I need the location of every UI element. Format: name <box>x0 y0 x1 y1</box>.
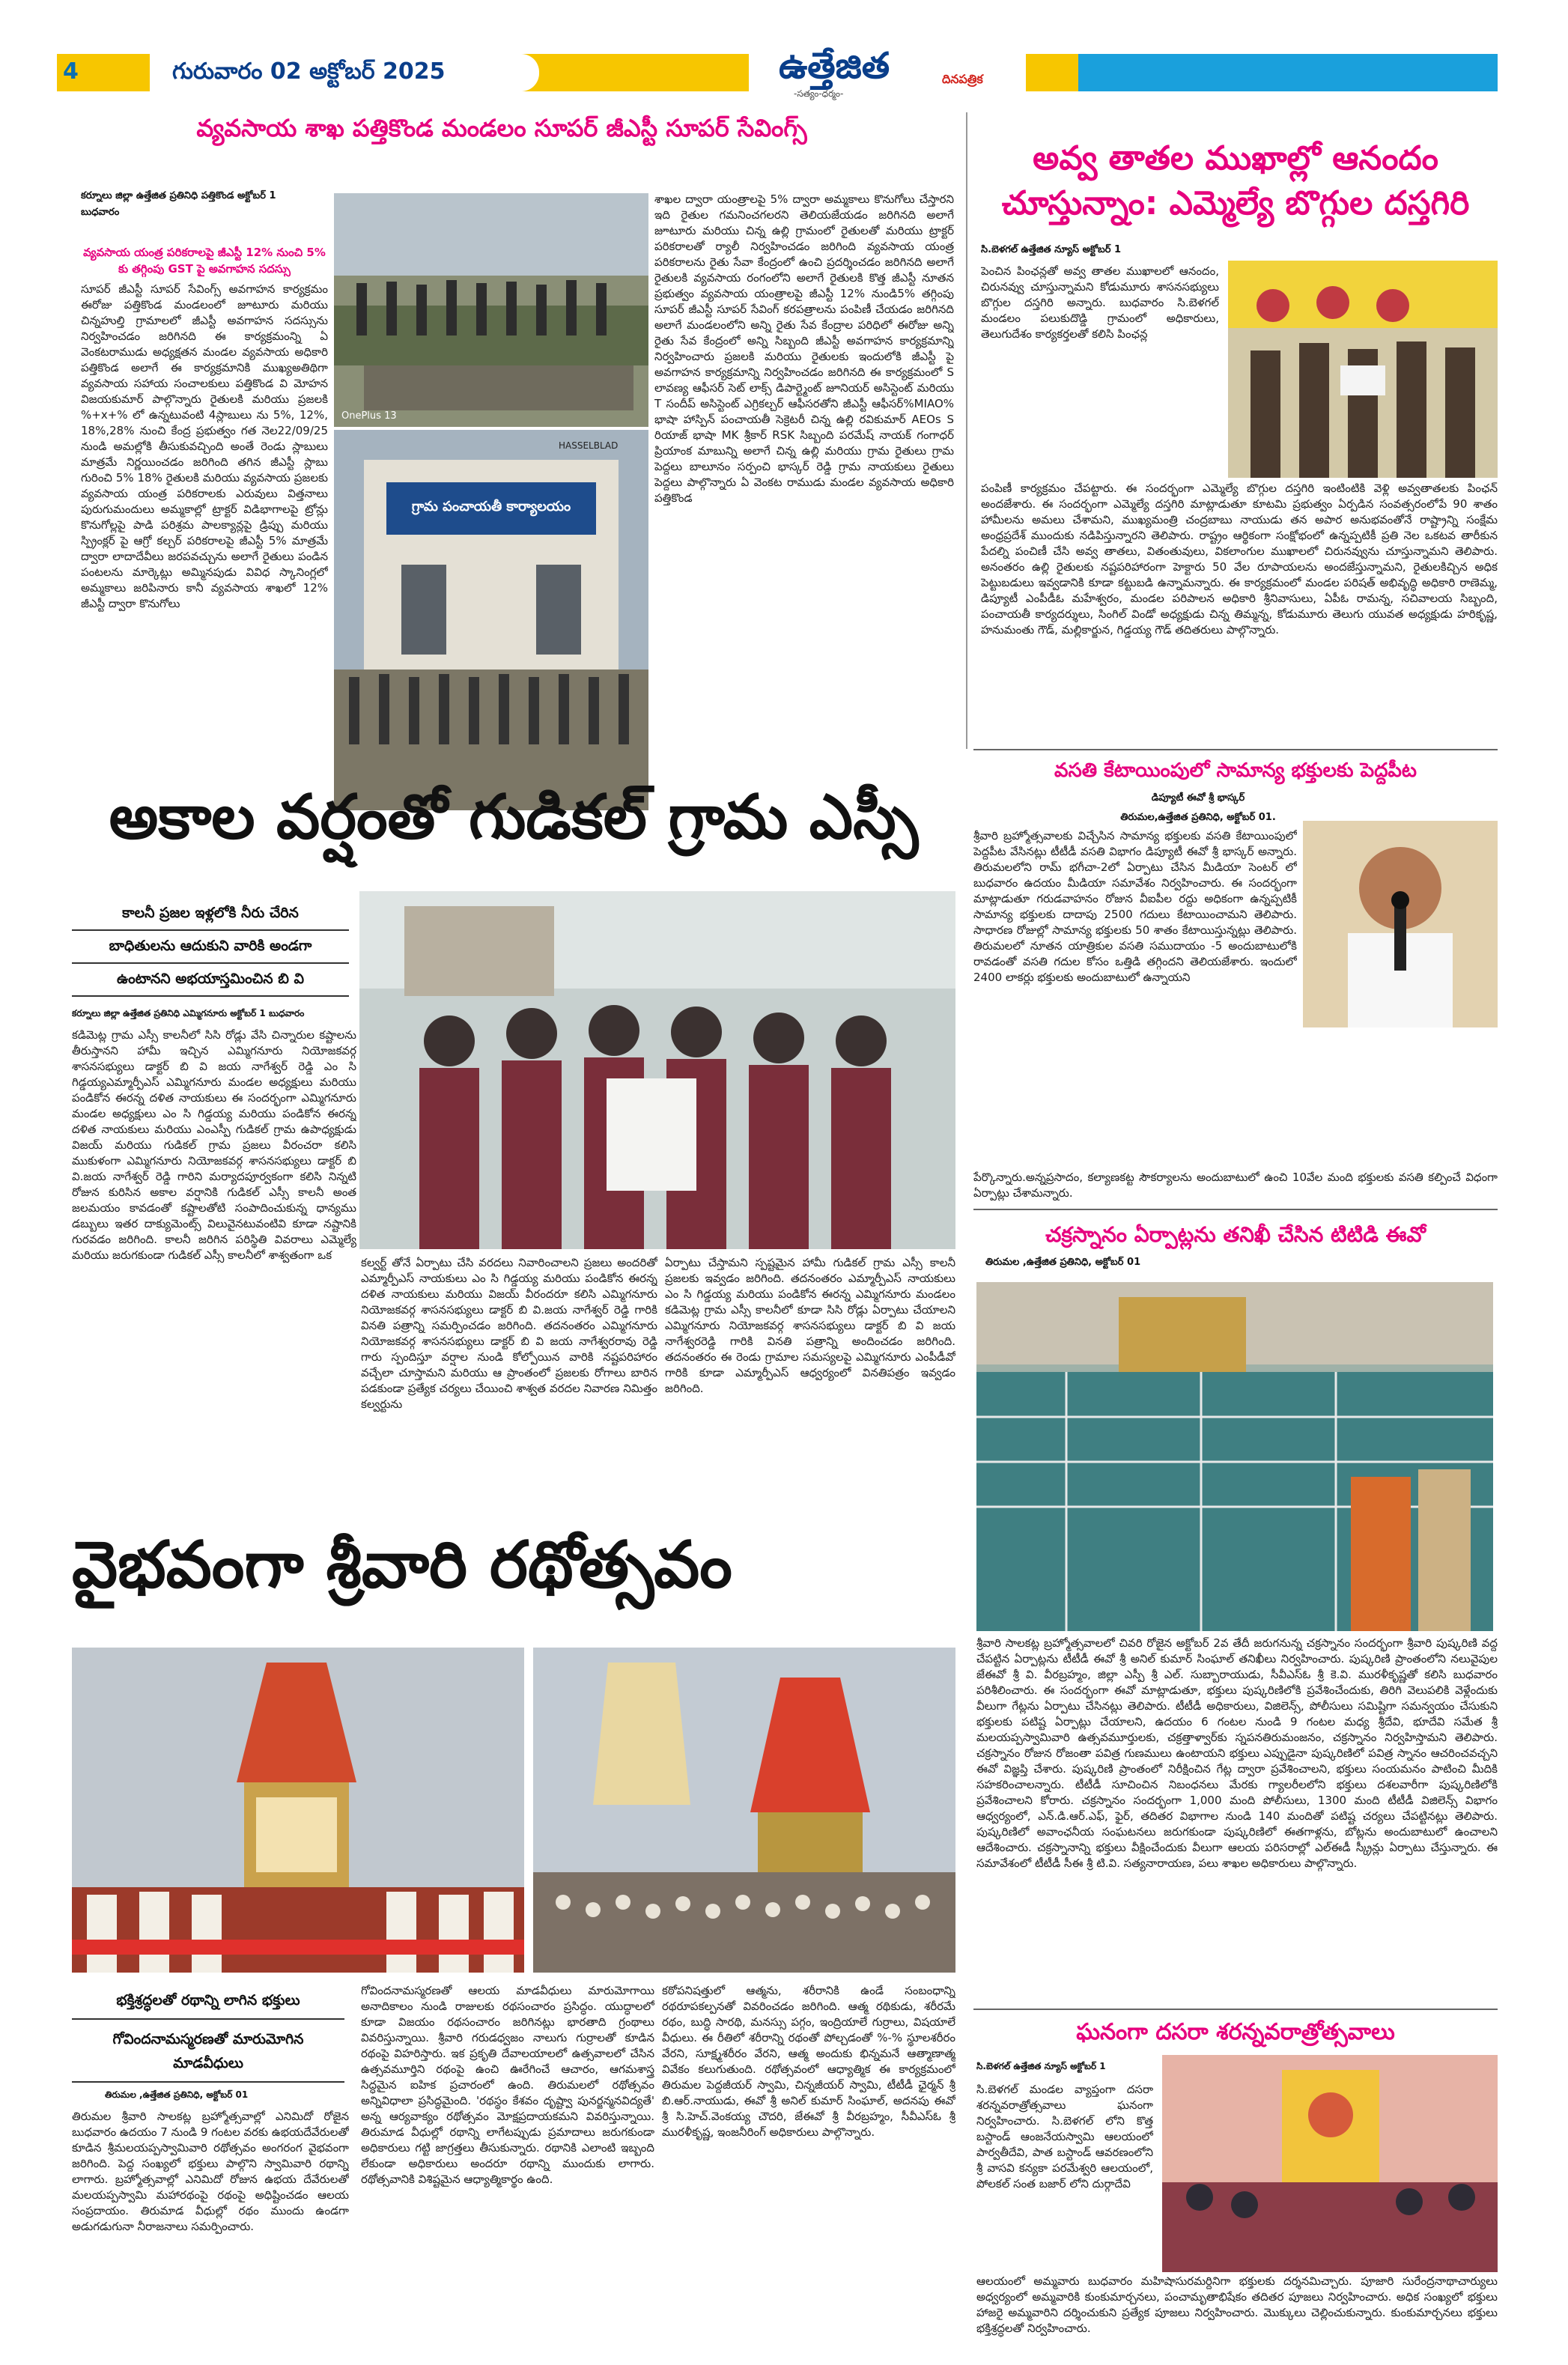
story4-headline: అకాల వర్షంతో గుడికల్ గ్రామ ఎస్సీ <box>109 782 919 853</box>
story7-text-left: సి.బెళగల్ మండల వ్యాప్తంగా దసరా శరన్నవరాత్రోత్సవాలు ఘనంగా నిర్వహించారు. సి.బెళగల్ లోని కొత్త బస్టాండ్ ఆంజనేయస్వామి ఆలయంలో పార్వతీదేవి, పాత బస్టాండ్ ఆవరణంలోని శ్రీ వాసవి కన్యకా పరమేశ్వరి ఆలయంలో, పోలకల్ సంత బజార్ లోని దుర్గాదేవి <box>976 2083 1153 2191</box>
story3-dateline: తిరుమల,ఉత్తేజిత ప్రతినిధి, అక్టోబర్ 01. <box>1120 812 1276 823</box>
story3-text-full: పేర్కొన్నారు.అన్నప్రసాదం, కల్యాణకట్ట సౌకర్యాలను అందుబాటులో ఉంచి 10వేల మంది భక్తులకు వసతి కల్పించే విధంగా ఏర్పాట్లు చేశామన్నారు. <box>973 1171 1498 1200</box>
story5-rule <box>973 2009 1498 2010</box>
story7-photo <box>1162 2055 1498 2272</box>
story1-col2: శాఖల ద్వారా యంత్రాలపై 5% ద్వారా అమ్మకాలు కొనుగోలు చేస్తారని ఇది రైతుల గమనించగలరని తెలియజేయడం జరిగినది అలాగే జూటూరు మరియు చిన్న ఉల్లి గ్రామంలో రైతులతో మరియు ట్రాక్టర్ పరికరాలతో ర్యాలీ నిర్వహించడం జరిగింది వ్యవసాయ యంత్ర పరికరాలను రైతు సేవా కేంద్రంలో ఉంచి ప్రదర్శించడం జరిగినది అలాగే రైతులకి వ్యవసాయ రంగంలోని అలాగే రైతులకి కొత్త జీఎస్టీ నూతన ప్రభుత్వం వ్యవసాయ యంత్రాలపై జీఎస్టీ 12% నుండి5% తగ్గింపు సూపర్ జీఎస్టీ సూపర్ సేవింగ్ కరపత్రాలను పంపిణీ చేయడం జరిగినది అలాగే మండలంలోని అన్ని రైతు సేవ కేంద్రాల పరిధిలో ఈరోజు అన్ని రైతు సేవ కేంద్రంలో అన్ని సిబ్బంది జీఎస్టీ అవగాహన కార్యక్రమాన్ని నిర్వహించారు ప్రజలకి మరియు రైతులకు ఇందులోకి జీఎస్టీ పై అవగాహన కార్యక్రమాన్ని నిర్వహించడం జరిగినది ఈ కార్యక్రమంలో S లావణ్య ఆఫీసర్ సెట్ లాక్స్ డిపార్ట్మెంట్ జూనియర్ అసిస్టెంట్ మరియు T సందీప్ అసిస్టెంట్ ఎగ్రికల్చర్ ఆఫీసరతోని జీఎస్టీ ఆఫీసర్%MIAO% భాషా హాస్పిన్ పంచాయతీ సెక్రెటరీ చిన్న ఉల్లి రవికుమార్ AEOs S రియాజ్ భాషా MK శ్రీకార్ RSK సిబ్బంది పరమేష్ నాయక్ గంగాధర్ ప్రియాంక మాబున్ని అలాగే చిన్న ఉల్లి మరియు గ్రామ రైతులు గ్రామ పెద్దలు బాలూనం సర్పంచి భాస్కర్ రెడ్డి గ్రామ నాయకులు రైతులు పెద్దలు పాల్గొన్నారు ఏ వెంకట రాముడు మండల వ్యవసాయ అధికారి పత్తికొండ <box>654 192 954 505</box>
column-rule <box>966 112 967 749</box>
story4-col2: కల్వర్ట్ తోనే ఏర్పాటు చేసి వరదలు నివారించాలని ప్రజలు అందరితో ఎమ్మార్పీఎస్ నాయకులు ఎం సి గిడ్డయ్య మరియు పండికోన ఈరన్న దళిత నాయకులు మరియు విజయ్ వీరందరూ కలిసి ఎమ్మిగనూరు నియోజకవర్గ శాసనసభ్యులు డాక్టర్ బి వి.జయ నాగేశ్వర్ రెడ్డి గారికి వినతి పత్రాన్ని సమర్పించడం జరిగింది. తదనంతరం ఎమ్మిగనూరు నియోజకవర్గ శాసనసభ్యులు డాక్టర్ బి వి జయ నాగేశ్వరరావు రెడ్డి గారు స్పందిస్తూ వర్షాల నుండి కోల్పోయిన వారికి నష్టపరిహారం వచ్చేలా చూస్తామని మరియు ఆ ప్రాంతంలో ప్రజలకు రోగాలు బారిన పడకుండా ప్రత్యేక చర్యలు చేయించి శాశ్వత వరదల నివారణ నిమిత్తం కల్వర్టును <box>361 1256 657 1411</box>
story1-photo-rally <box>334 193 648 427</box>
story4-photo <box>359 891 955 1249</box>
story4-col1: కడిమెట్ల గ్రామ ఎస్సీ కాలనీలో సిసి రోడ్లు వేసి చిన్నారుల కష్టాలను తీరుస్తానని హామీ ఇచ్చిన ఎమ్మిగనూరు నియోజకవర్గ శాసనసభ్యులు డాక్టర్ బి వి జయ నాగేశ్వర్ రెడ్డి ఎం సి గిడ్డయ్యఎమ్మార్పీఎస్ ఎమ్మిగనూరు మండల అధ్యక్షులు మరియు పండికోన ఈరన్న దళిత నాయకులు ఈ సందర్భంగా ఎమ్మిగనూరు మండల అధ్యక్షులు ఎం సి గిడ్డయ్య మరియు పండికోన ఈరన్న దళిత నాయకులు మరియు ఎంఎస్పీ గుడికల్ గ్రామ ఉపాధ్యక్షుడు విజయ్ మరియు గుడికల్ గ్రామ ప్రజలు వీరంచరా కలిసి ముకుళంగా ఎమ్మిగనూరు నియోజకవర్గ శాసనసభ్యులు డాక్టర్ బి వి.జయ నాగేశ్వర్ రెడ్డి గారిని మర్యాదపూర్వకంగా కలిసి నిన్నటి రోజున కురిసిన అకాల వర్షానికి గుడికల్ ఎస్సీ కాలనీ అంత జలమయం కావడంతో కష్టాలతోటి సంపాదించుకున్న ధాన్యము డబ్బులు ఇతర దాక్యుమెంట్స్ విలువైనటువంటివి కూడా నష్టానికి గురవడం జరిగింది. కాలనీ జరిగిన పరిస్థితి వివరాలు ఎమ్మెల్యే మరియు జరుగకుండా గుడికల్ ఎస్సీ కాలనీలో శాశ్వతంగా ఒక <box>72 1028 356 1262</box>
logo-sub: దినపత్రిక <box>942 72 983 86</box>
story7-dateline: సి.బెళగల్ ఉత్తేజిత న్యూస్ అక్టోబర్ 1 <box>976 2061 1106 2071</box>
story6-photo-chariot-2 <box>533 1648 955 1973</box>
logo-tagline: -సత్యం-ధర్మం- <box>794 88 844 99</box>
hasselblad-tag: HASSELBLAD <box>559 440 619 451</box>
story2-text-left: పెంచిన పింఛన్లతో అవ్వ తాతల ముఖాలలో ఆనందం, చిరునవ్వు చూస్తున్నామని కోడుమూరు శాసనసభ్యులు బొగ్గుల దస్తగిరి అన్నారు. బుధవారం సి.బెళగల్ మండలం పలుకుదొడ్డి గ్రామంలో అధికారులు, తెలుగుదేశం కార్యకర్తలతో కలిసి పింఛన్ల <box>981 264 1219 341</box>
story6-col1: తిరుమల శ్రీవారి సాలకట్ల బ్రహ్మోత్సవాల్లో ఎనిమిదో రోజైన బుధవారం ఉదయం 7 నుండి 9 గంటల వరకు ఉభయదేవేరులతో కూడిన శ్రీమలయప్పస్వామివారి రథోత్సవం అంగరంగ వైభవంగా జరిగింది. పెద్ద సంఖ్యలో భక్తులు పాల్గొని స్వామివారి రథాన్ని లాగారు. బ్రహ్మోత్సవాల్లో ఎనిమిదో రోజున ఉభయ దేవేరులతో మలయప్పస్వామి మహారథంపై రథంపై అధిష్టించడం ఆలయ సంప్రదాయం. తిరుమాడ వీధుల్లో రథం ముందు ఉండగా అడుగడుగునా నీరాజనాలు సమర్పించారు. <box>72 2110 349 2233</box>
story5-headline: చక్రస్నానం ఏర్పాట్లను తనిఖీ చేసిన టిటిడి ఈవో <box>1045 1222 1426 1247</box>
story7-headline: ఘనంగా దసరా శరన్నవరాత్రోత్సవాలు <box>1076 2019 1395 2045</box>
logo-text: ఉత్తేజిత <box>779 45 890 87</box>
story6-col2: గోవిందనామస్మరణతో ఆలయ మాడవీధులు మారుమోగాయి అనాదికాలం నుండి రాజులకు రథసంచారం ప్రసిద్ధం. యుద్ధాలలో కూడా విజయం రథసంచారం జరిగినట్లు భారతాది గ్రంథాలు వివరిస్తున్నాయి. శ్రీవారి గరుడధ్వజం నాలుగు గుర్రాలతో కూడిన రథంపై విహరిస్తారు. ఇక ప్రకృతి దేవాలయాలలో ఉత్సవాలలో చేసిన ఉత్సవమూర్తిని రథంపై ఉంచి ఊరేగించే ఆచారం, ఆగమశాస్త్ర సిద్ధమైన ఐహిక ప్రచారంలో ఉంది. తిరుమలలో రథోత్సవం అన్నివిధాలా ప్రసిద్ధమైంది. 'రథస్థం కేశవం దృష్ట్వా పునర్జన్మనవిద్యతే' అన్న ఆర్యవాక్యం రథోత్సవం మోక్షప్రదాయకమని వివరిస్తున్నాయి. తిరుమాడ వీధుల్లో రథాన్ని లాగేటప్పుడు ప్రమాదాలు జరుగకుండా అధికారులు గట్టి జాగ్రత్తలు తీసుకున్నారు. రథానికి ఎలాంటి ఇబ్బంది లేకుండా అధికారులు అందరూ రథాన్ని ముందుకు లాగారు. రథోత్సవానికి విశిష్టమైన ఆధ్యాత్మికార్థం ఉంది. <box>361 1984 654 2186</box>
story1-headline: వ్యవసాయ శాఖ పత్తికొండ మండలం సూపర్ జీఎస్టీ సూపర్ సేవింగ్స్ <box>196 114 807 142</box>
story3-headline: వసతి కేటాయింపులో సామాన్య భక్తులకు పెద్దపీట <box>1054 759 1417 782</box>
story4-sub1: కాలనీ ప్రజల ఇళ్లలోకి నీరు చేరిన <box>72 905 349 931</box>
story6-sub1: భక్తిశ్రద్ధలతో రథాన్ని లాగిన భక్తులు <box>72 1992 344 2020</box>
story4-col3: ఏర్పాటు చేస్తామని స్పష్టమైన హామీ గుడికల్ గ్రామ ఎస్సీ కాలనీ ప్రజలకు ఇవ్వడం జరిగింది. తదనంతరం ఎమ్మార్పీఎస్ నాయకులు ఎం సి గిడ్డయ్య మరియు పండికోన ఈరన్న ఎమ్మిగనూరు మండలం కడిమెట్ల గ్రామ ఎస్సీ కాలనీలో కూడా సిసి రోడ్లు ఏర్పాటు చేయాలని ఎమ్మిగనూరు నియోజకవర్గ శాసనసభ్యులు డాక్టర్ బి వి జయ నాగేశ్వరరెడ్డి గారికి వినతి పత్రాన్ని అందించడం జరిగింది. తదనంతరం ఈ రెండు గ్రామాల సమస్యలపై ఎమ్మిగనూరు ఎంపీడీవో గారికి కూడా ఎమ్మార్పీఎస్ ఆధ్వర్యంలో వినతిపత్రం ఇవ్వడం జరిగింది. <box>665 1256 955 1395</box>
story5-dateline: తిరుమల ,ఉత్తేజిత ప్రతినిధి, అక్టోబర్ 01 <box>985 1257 1141 1268</box>
story4-dateline: కర్నూలు జిల్లా ఉత్తేజిత ప్రతినిధి ఎమ్మిగనూరు అక్టోబర్ 1 బుధవారం <box>72 1008 305 1018</box>
story3-byline: డిప్యూటీ ఈవో శ్రీ భాస్కర్ <box>1151 792 1245 804</box>
story2-text-full: పంపిణీ కార్యక్రమం చేపట్టారు. ఈ సందర్భంగా ఎమ్మెల్యే బొగ్గుల దస్తగిరి ఇంటింటికి వెళ్లి అవ్వతాతలకు పింఛన్ అందజేశారు. ఈ సందర్భంగా ఎమ్మెల్యే దస్తగిరి మాట్లాడుతూ కూటమి ప్రభుత్వం ఏర్పడిన సంవత్సరంలోపే 90 శాతం హామీలను అమలు చేశామని, ముఖ్యమంత్రి చంద్రబాబు నాయుడు తన అపార అనుభవంతోనే రాష్ట్రాన్ని సంక్షేమ అంధ్రప్రదేశ్ ముందుకు నడిపిస్తున్నారని తెలిపారు. రాష్ట్రం ఆర్థికంగా సంక్షోభంలో ఉన్నప్పటికీ ప్రతి నెల ఒకటవ తారీకున పేదల్ని పంచిణీ చేసి అవ్వ తాతలు, వితంతువులు, వికలాంగుల ముఖాలలో చిరునవ్వును చూస్తున్నామని తెలిపారు. అనంతరం ఉల్లి రైతులకు నష్టపరిహారంగా హెక్టారు 50 వేల రూపాయలను అందజేస్తున్నామని, రైతులకిచ్చిన అధిక పెట్టుబడులు ఇవ్వడానికి కూడా కట్టుబడి ఉన్నామన్నారు. ఈ కార్యక్రమంలో మండల పరిషత్ అభివృద్ధి అధికారి రాణెమ్మ, డిప్యూటీ ఎంపీడీఓ మహేశ్వరం, మండల పరిపాలన అధికారి శ్రీనివాసులు, ఏపీఓ రామన్న, సచివాలయ సిబ్బంది, పంచాయతీ కార్యదర్శులు, సింగిల్ విండో అధ్యక్షుడు చిన్న తిమ్మన్న, కోడుమూరు తెలుగు యువత అధ్యక్షుడు హరికృష్ణ, హనుమంతు గౌడ్, మల్లికార్జున, గిడ్డయ్య గౌడ్ తదితరులు పాల్గొన్నారు. <box>981 482 1498 637</box>
story1-photo-panchayat <box>334 430 648 810</box>
story1-subhead: వ్యవసాయ యంత్ర పరికరాలపై జీఎస్టీ 12% నుంచి 5% కు తగ్గింపు GST పై అవగాహన సదస్సు <box>83 246 326 276</box>
story2-rule <box>973 749 1498 750</box>
story6-dateline: తిరుమల ,ఉత్తేజిత ప్రతినిధి, అక్టోబర్ 01 <box>105 2089 249 2100</box>
story1-dateline: కర్నూలు జిల్లా ఉత్తేజిత ప్రతినిధి పత్తికొండ అక్టోబర్ 1 <box>81 190 276 201</box>
story3-rule <box>973 1209 1498 1210</box>
story2-headline-1: అవ్వ తాతల ముఖాల్లో ఆనందం <box>1033 139 1438 177</box>
story6-photo-chariot-1 <box>72 1648 524 1973</box>
masthead-bar-blue <box>1078 54 1498 91</box>
story6-col3: కఠోపనిషత్తులో ఆత్మను, శరీరానికి ఉండే సంబంధాన్ని రథరూపకల్పనతో వివరించడం జరిగింది. ఆత్మ రథికుడు, శరీరమే రథం, బుద్ధి సారథి, మనస్సు పగ్గం, ఇంద్రియాలే గుర్రాలు, విషయాలే వీధులు. ఈ రీతిలో శరీరాన్ని రథంతో పోల్చడంతో %-% స్థూలశరీరం వేరని, సూక్ష్మశరీరం వేరని, ఆత్మ అందుకు భిన్నమనే ఆత్మాణాత్మ వివేకం కలుగుతుంది. రథోత్సవంలో ఆధ్యాత్మిక ఈ కార్యక్రమంలో తిరుమల పెద్దజీయర్ స్వామి, చిన్నజీయర్ స్వామి, టీటీడీ ఛైర్మన్ శ్రీ బి.ఆర్.నాయుడు, ఈవో శ్రీ అనిల్ కుమార్ సింఘాల్, అదనపు ఈవో శ్రీ సి.హెచ్.వెంకయ్య చౌదరి, జేఈవో శ్రీ వీరబ్రహ్మం, సీవీఎస్ఓ శ్రీ మురళీకృష్ణ, ఇంజనీరింగ్ అధికారులు పాల్గొన్నారు. <box>662 1984 955 2139</box>
page-number: 4 <box>63 58 79 85</box>
story4-sub3: ఉంటానని అభయాస్తమించిన బి వి <box>72 971 349 997</box>
story4-sub2: బాధితులను ఆదుకుని వారికి అండగా <box>72 938 349 964</box>
header-date: గురువారం 02 అక్టోబర్ 2025 <box>172 58 446 85</box>
story1-col1: సూపర్ జీఎస్టీ సూపర్ సేవింగ్స్ అవగాహన కార్యక్రమం ఈరోజు పత్తికొండ మండలంలో జూటూరు మరియు చిన్నహుల్తి గ్రామాలలో జీఎస్టీ అవగాహన సదస్సును నిర్వహించడం జరిగినది ఈ కార్యక్రమంన్ని ఏ వెంకటరాముడు అధ్యక్షతన మండల వ్యవసాయ అధికారి పత్తికొండ అలాగే ఈ కార్యక్రమానికి ముఖ్యఅతిథిగా వ్యవసాయ సహాయ సంచాలకులు పత్తికొండ వి మోహన విజయకుమార్ పాల్గొన్నారు రైతులకి మరియు ప్రజలకి %+x+% లో ఉన్నటువంటి 4స్లాబులు ను 5%, 12%, 18%,28% నుంచి కేంద్ర ప్రభుత్వం గత నెల22/09/25 నుండి అమల్లోకి తీసుకువచ్చింది అంతే రెండు స్లాబులు మాత్రమే నిర్ణయించడం జరిగింది తగిన జీఎస్టీ స్లాబు గురించి 5% 18% రైతులకి మరియు వ్యవసాయ ప్రజలకు వ్యవసాయ యంత్ర పరికరాలకు ఎరువులు విత్తనాలు పురుగుమందులు అమ్మకాల్లో ట్రాక్టర్ విడిభాగాలపై ట్రోన్లు కొనుగోల్లపై పాడి పరిశ్రమ పాలక్యాన్లపై డ్రిప్పు మరియు స్ప్రింక్లర్ పై ఆగ్రో కల్చర్ పరికరాలపై జీఎస్టీ 5% మాత్రమే ద్వారా లాదాదేవీలు జరపవచ్చును అలాగే రైతులు పండిన పంటలను మార్కెట్లు అమ్మినపుడు వివిధ స్కానింగ్లలో అమ్మకాలు జరిపినారు కానీ వ్యవసాయ శాఖలో 12% జీఎస్టీ ద్వారా కొనుగోలు <box>81 282 328 610</box>
story1-dateline2: బుధవారం <box>81 207 120 218</box>
story7-text-full: ఆలయంలో అమ్మవారు బుధవారం మహిషాసురమర్దినిగా భక్తులకు దర్శనమిచ్చారు. పూజారి సురేంద్రనాథాచార్యులు అధ్వర్యంలో అమ్మవారికి కుంకుమార్చనలు, పంచామృతాభిషేకం తదితర పూజలు నిర్వహించారు. అధిక సంఖ్యలో భక్తులు హాజరై అమ్మవారిని దర్శించుకుని ప్రత్యేక పూజలు నిర్వహించారు. మొక్కులు చెల్లించుకున్నారు. కుంకుమార్చనలు భక్తులు భక్తిశ్రద్ధలతో నిర్వహించారు. <box>976 2274 1498 2335</box>
story6-sub3: మాడవీధులు <box>72 2055 344 2083</box>
story2-headline-2: చూస్తున్నాం: ఎమ్మెల్యే బొగ్గుల దస్తగిరి <box>1001 184 1470 222</box>
story3-text-left: శ్రీవారి బ్రహ్మోత్సవాలకు విచ్చేసిన సామాన్య భక్తులకు వసతి కేటాయింపులో పెద్దపీట వేసినట్లు టీటీడీ వసతి విభాగం డిప్యూటీ ఈవో శ్రీ భాస్కర్ అన్నారు. తిరుమలలోని రామ్ భగీచా-2లో ఏర్పాటు చేసిన మీడియా సెంటర్ లో బుధవారం ఉదయం మీడియా సమావేశం నిర్వహించారు. ఈ సందర్భంగా మాట్లాడుతూ గరుడవాహనం రోజున వీఐపీల రద్దు అధికంగా ఉన్నప్పటికీ సామాన్య భక్తులకు దాదాపు 2500 గదులు కేటాయించామని తెలిపారు. సాధారణ రోజుల్లో సామాన్య భక్తులకు 50 శాతం కేటాయిస్తున్నట్లు తెలిపారు. తిరుమలలో నూతన యాత్రికుల వసతి సముదాయం -5 అందుబాటులోకి రావడంతో వసతి గదుల కోసం ఒత్తిడి తగ్గిందని తెలియజేశారు. ఇందులో 2400 లాకర్లు భక్తులకు అందుబాటులో ఉన్నాయని <box>973 829 1297 984</box>
camera-tag: OnePlus 13 <box>341 410 397 422</box>
story6-headline: వైభవంగా శ్రీవారి రథోత్సవం <box>72 1528 732 1603</box>
story2-photo <box>1228 261 1498 478</box>
panchayat-sign: గ్రామ పంచాయతీ కార్యాలయం <box>411 499 571 514</box>
story3-photo <box>1303 821 1498 1027</box>
story6-sub2: గోవిందనామస్మరణతో మారుమోగిన <box>112 2031 304 2047</box>
story5-text: శ్రీవారి సాలకట్ల బ్రహ్మోత్సవాలలో చివరి రోజైన అక్టోబర్ 2వ తేదీ జరుగనున్న చక్రస్నానం సందర్భంగా శ్రీవారి పుష్కరిణి వద్ద చేపట్టిన ఏర్పాట్లను టీటీడీ ఈవో శ్రీ అనిల్ కుమార్ సింఘాల్ తనిఖీలు నిర్వహించారు. పుష్కరిణి ప్రాంతంలోని నలువైపుల జేఈవో శ్రీ వి. వీరబ్రహ్మం, జిల్లా ఎస్పీ శ్రీ ఎల్. సుబ్బారాయుడు, సీవీఎస్ఓ శ్రీ కె.వి. మురళీకృష్ణతో కలిసి బుధవారం పరిశీలించారు. ఈ సందర్భంగా ఈవో మాట్లాడుతూ, భక్తులు పుష్కరిణిలోకి ప్రవేశించేందుకు, తిరిగి వెలుపలికి వెళ్లేందుకు వీలుగా గేట్లను ఏర్పాటు చేసినట్లు తెలిపారు. టీటీడీ అధికారులు, విజిలెన్స్, పోలీసులు సమిష్టిగా సమన్వయం చేసుకుని భక్తులకు పటిష్ట ఏర్పాట్లు చేయాలని, ఉదయం 6 గంటల నుండి 9 గంటల మధ్య శ్రీదేవి, భూదేవి సమేత శ్రీ మలయప్పస్వామివారి ఉత్సవమూర్తులకు, చక్రత్తాళ్వార్‌కు స్నపనతిరుమంజనం, చక్రస్నానం నిర్వహిస్తామని తెలిపారు. చక్రస్నానం రోజున రోజంతా పవిత్ర గుణములు ఉంటాయని భక్తులు ఎప్పుడైనా పుష్కరిణిలో పవిత్ర స్నానం ఆచరించవచ్చని ఈవో విజ్ఞప్తి చేశారు. పుష్కరిణి ప్రాంతంలో నిరీక్షించిన గేట్ల ద్వారా ప్రవేశించాలని, భక్తులు సంయమనం పాటించి మీదికి సహకరించాలన్నారు. టీటీడీ సూచించిన నిబంధనలు మేరకు గ్యాలరీలలోని భక్తులు దశలవారీగా పుష్కరిణిలోకి ప్రవేశించాలని కోరారు. చక్రస్నానం సందర్భంగా 1,000 మంది పోలీసులు, 1300 మంది టీటీడీ విజిలెన్స్ విభాగం ఆధ్వర్యంలో, ఎన్.డి.ఆర్.ఎఫ్, ఫైర్, తదితర విభాగాల నుండి 140 మందితో పటిష్ట చర్యలు చేపట్టినట్లు తెలిపారు. పుష్కరిణిలో అవాంఛనీయ సంఘటనలు జరుగకుండా పుష్కరిణిలో ఈతగాళ్లను, బోట్లను అందుబాటులో ఉంచాలని ఆదేశించారు. చక్రస్నానాన్ని భక్తులు వీక్షించేందుకు వీలుగా ఆలయ పరిసరాల్లో ఎల్ఈడీ స్క్రీన్లు ఏర్పాటు చేస్తున్నారు. ఈ సమావేశంలో టీటీడీ సీఈ శ్రీ టి.వి. సత్యనారాయణ, పలు శాఖల అధికారులు పాల్గొన్నారు. <box>976 1636 1498 1870</box>
story5-photo <box>976 1282 1493 1631</box>
story2-dateline: సి.బెళగల్ ఉత్తేజిత న్యూస్ అక్టోబర్ 1 <box>981 244 1122 255</box>
